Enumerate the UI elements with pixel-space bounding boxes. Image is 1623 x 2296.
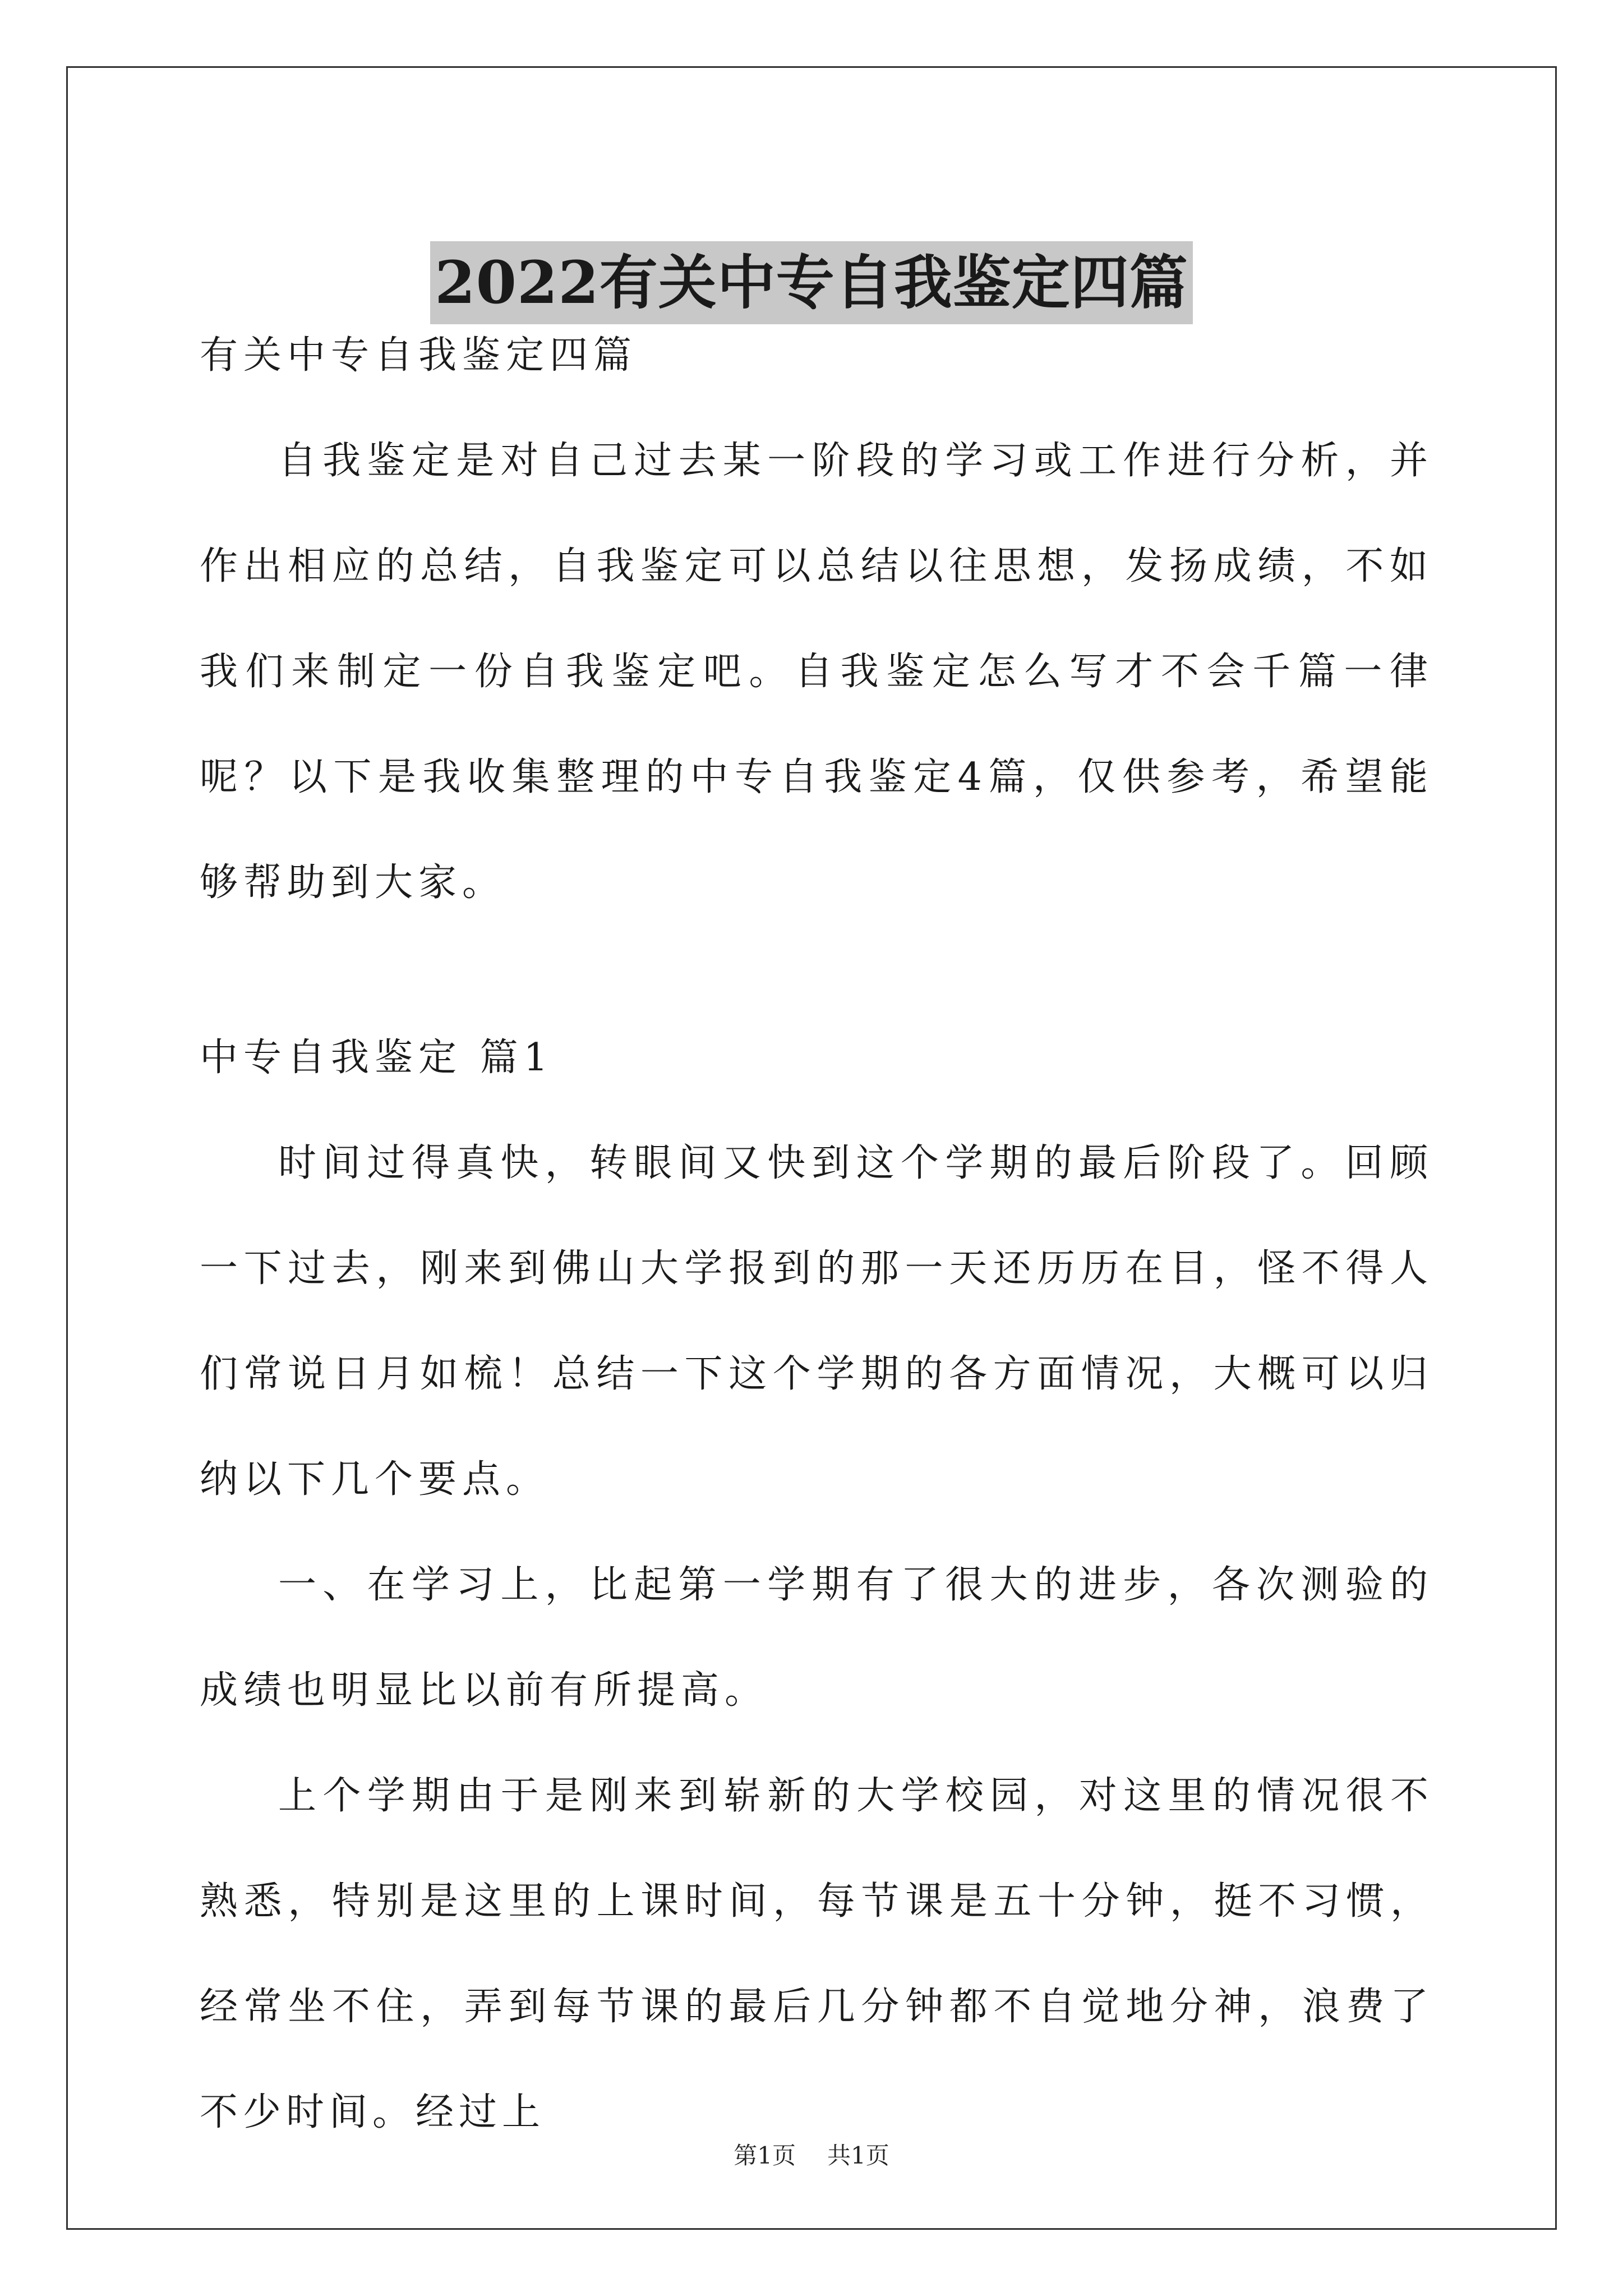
page-total: 共1页 [827, 2142, 889, 2169]
document-subtitle: 有关中专自我鉴定四篇 [200, 333, 638, 378]
document-body [200, 303, 1433, 2165]
page-footer [0, 2140, 1623, 2171]
body-paragraph: 一、在学习上，比起第一学期有了很大的进步，各次测验的成绩也明显比以前有所提高。 [200, 1563, 1433, 1713]
intro-paragraph: 自我鉴定是对自己过去某一阶段的学习或工作进行分析，并作出相应的总结，自我鉴定可以总结以往思想，发扬成绩，不如我们来制定一份自我鉴定吧。自我鉴定怎么写才不会千篇一律呢？以下是我收集整理的中专自我鉴定4篇，仅供参考，希望能够帮助到大家。 [200, 439, 1433, 905]
page-number: 第1页 [734, 2142, 796, 2169]
section-heading: 中专自我鉴定 篇1 [200, 1036, 554, 1080]
body-paragraph: 上个学期由于是刚来到崭新的大学校园，对这里的情况很不熟悉，特别是这里的上课时间，每节课是五十分钟，挺不习惯，经常坐不住，弄到每节课的最后几分钟都不自觉地分神，浪费了不少时间。经过上 [200, 1774, 1433, 2134]
body-paragraph: 时间过得真快，转眼间又快到这个学期的最后阶段了。回顾一下过去，刚来到佛山大学报到的那一天还历历在目，怪不得人们常说日月如梳！总结一下这个学期的各方面情况，大概可以归纳以下几个要点。 [200, 1141, 1433, 1502]
document-title: 2022有关中专自我鉴定四篇 [430, 241, 1192, 324]
